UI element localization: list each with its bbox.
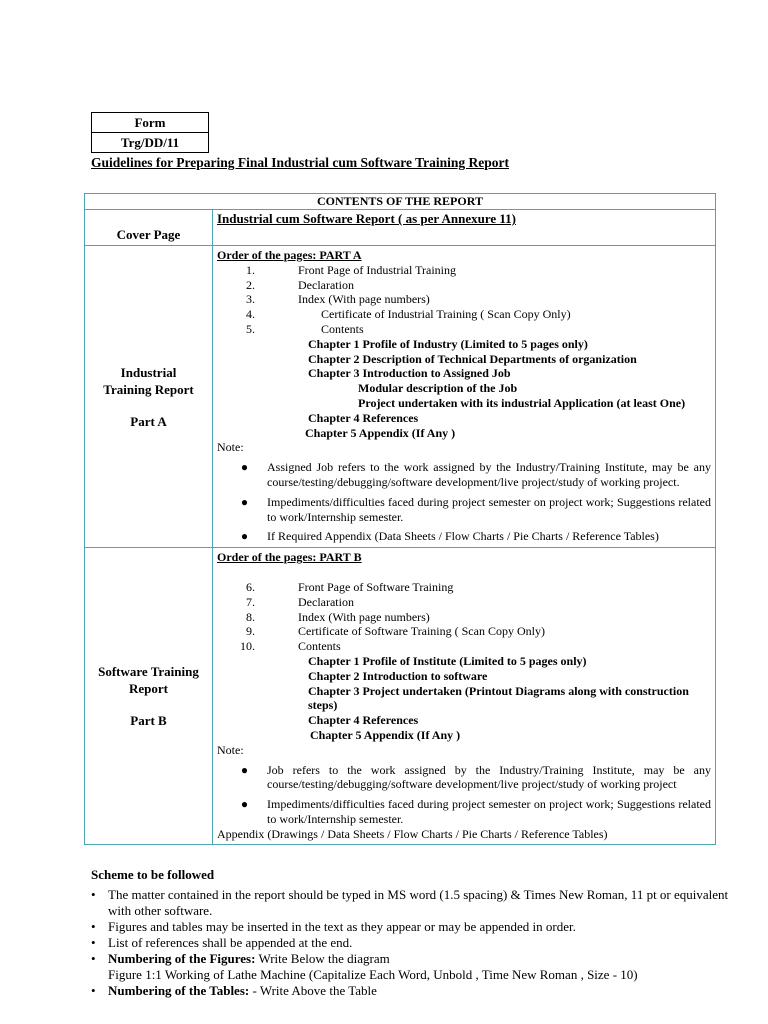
part-a-line1: Industrial (120, 364, 177, 380)
list-item-text: Front Page of Software Training (298, 579, 454, 594)
scheme-item-1-text: The matter contained in the report should be typed in MS word (1.5 spacing) & Times New Roman, 11 pt or equivalent with other software. (108, 887, 729, 918)
partA-list-item (217, 263, 711, 278)
scheme-item-5 (91, 983, 731, 999)
list-item-text: Contents (321, 321, 364, 336)
list-item-text: Certificate of Software Training ( Scan Copy Only) (298, 624, 545, 639)
bullet-icon: ● (240, 762, 249, 777)
list-item-text: Certificate of Industrial Training ( Scan Copy Only) (321, 307, 571, 322)
list-item-number: 7. (246, 594, 255, 609)
cover-page-cell (213, 210, 716, 246)
scheme-item-4-example (91, 967, 731, 983)
bullet-icon: • (91, 919, 96, 934)
list-item-number: 3. (246, 292, 255, 307)
figure-example-text: Figure 1:1 Working of Lathe Machine (Capitalize Each Word, Unbold , Time New Roman , Size - 10) (108, 967, 638, 982)
part-b-list (217, 580, 711, 654)
list-item-text: Front Page of Industrial Training (298, 262, 456, 277)
part-a-chapter-3a: Modular description of the Job (358, 381, 518, 396)
list-item-text: Declaration (298, 594, 354, 609)
bullet-icon: ● (240, 494, 249, 509)
part-b-notes-list (217, 763, 711, 827)
scheme-item-4 (91, 951, 731, 967)
partB-list-item (217, 639, 711, 654)
note-bullet-text: Assigned Job refers to the work assigned by the Industry/Training Institute, may be any course/testing/debugging/software development/live project/study of working project. (267, 460, 711, 489)
form-code: Trg/DD/11 (92, 133, 209, 153)
partB-list-item (217, 610, 711, 625)
partA-note-bullet (217, 495, 711, 525)
part-b-note: Note: (217, 742, 244, 757)
part-b-line2: Report (129, 681, 168, 697)
list-item-number: 8. (246, 609, 255, 624)
partB-list-item (217, 595, 711, 610)
note-bullet-text: If Required Appendix (Data Sheets / Flow Charts / Pie Charts / Reference Tables) (267, 529, 659, 544)
bullet-icon: ● (240, 529, 249, 544)
partB-list-item (217, 580, 711, 595)
part-b-appendix: Appendix (Drawings / Data Sheets / Flow Charts / Pie Charts / Reference Tables) (217, 826, 608, 841)
partA-note-bullet (217, 529, 711, 544)
figures-numbering-text: Write Below the diagram (255, 951, 390, 966)
scheme-title: Scheme to be followed (91, 867, 215, 882)
part-b-line1: Software Training (98, 664, 199, 680)
part-b-label (85, 548, 213, 845)
partB-note-bullet (217, 797, 711, 827)
scheme-item-1 (91, 887, 731, 919)
part-a-chapter-5: Chapter 5 Appendix (If Any ) (305, 425, 456, 440)
part-a-order-heading: Order of the pages: PART A (217, 248, 362, 262)
part-a-note: Note: (217, 440, 244, 455)
document-title: Guidelines for Preparing Final Industrial cum Software Training Report (91, 155, 510, 170)
scheme-item-2 (91, 919, 731, 935)
bullet-icon: • (91, 983, 96, 998)
part-a-notes-list (217, 460, 711, 544)
list-item-text: Declaration (298, 277, 354, 292)
scheme-item-2-text: Figures and tables may be inserted in the text as they appear or may be appended in order. (108, 919, 576, 934)
list-item-number: 5. (246, 321, 255, 336)
part-a-content (213, 246, 716, 548)
bullet-icon: ● (240, 460, 249, 475)
part-a-chapter-3b: Project undertaken with its industrial Application (at least One) (358, 395, 686, 410)
note-bullet-text: Impediments/difficulties faced during project semester on project work; Suggestions related to work/Internship semester. (267, 494, 711, 524)
part-b-chapter-3: Chapter 3 Project undertaken (Printout Diagrams along with construction steps) (308, 683, 689, 713)
cover-page-label (85, 210, 213, 246)
part-a-chapter-1: Chapter 1 Profile of Industry (Limited to 5 pages only) (308, 336, 588, 351)
list-item-number: 2. (246, 277, 255, 292)
form-label: Form (92, 113, 209, 133)
part-a-line3: Part A (130, 413, 167, 429)
part-b-line3: Part B (130, 713, 167, 729)
part-a-line2: Training Report (103, 381, 194, 397)
partA-list-item (217, 278, 711, 293)
part-a-chapter-2: Chapter 2 Description of Technical Departments of organization (308, 351, 637, 366)
part-b-chapter-4: Chapter 4 References (308, 713, 419, 728)
part-a-label (85, 246, 213, 548)
scheme-list (91, 887, 731, 999)
list-item-text: Index (With page numbers) (298, 292, 430, 307)
part-a-chapter-4: Chapter 4 References (308, 410, 419, 425)
part-b-chapter-1: Chapter 1 Profile of Institute (Limited to 5 pages only) (308, 653, 587, 668)
note-bullet-text: Job refers to the work assigned by the Industry/Training Institute, may be any course/testing/debugging/software development/live project/study of working project (267, 762, 711, 792)
list-item-text: Contents (298, 639, 341, 654)
part-b-chapter-2: Chapter 2 Introduction to software (308, 668, 488, 683)
list-item-number: 9. (246, 624, 255, 639)
scheme-item-3-text: List of references shall be appended at the end. (108, 935, 353, 950)
bullet-icon: • (91, 887, 96, 902)
part-b-order-heading: Order of the pages: PART B (217, 550, 362, 565)
list-item-text: Index (With page numbers) (298, 609, 430, 624)
note-bullet-text: Impediments/difficulties faced during project semester on project work; Suggestions related to work/Internship semester. (267, 797, 711, 826)
list-item-number: 4. (246, 307, 255, 322)
tables-numbering-label: Numbering of the Tables: (108, 983, 250, 998)
scheme-item-3 (91, 935, 731, 951)
cover-page-text: Cover Page (116, 227, 181, 242)
partB-note-bullet (217, 763, 711, 793)
partA-list-item (217, 307, 711, 322)
partA-list-item (217, 292, 711, 307)
cover-report-title: Industrial cum Software Report ( as per Annexure 11) (217, 211, 516, 226)
bullet-icon: • (91, 935, 96, 950)
partB-list-item (217, 624, 711, 639)
tables-numbering-text: - Write Above the Table (249, 983, 377, 998)
contents-table (84, 193, 716, 845)
form-box (91, 112, 209, 153)
figures-numbering-label: Numbering of the Figures: (108, 951, 256, 966)
list-item-number: 1. (246, 262, 255, 277)
part-a-chapter-3: Chapter 3 Introduction to Assigned Job (308, 366, 511, 381)
part-b-content (213, 548, 716, 845)
part-b-chapter-5: Chapter 5 Appendix (If Any ) (310, 727, 461, 742)
bullet-icon: ● (240, 797, 249, 812)
part-a-list (217, 263, 711, 337)
bullet-icon: • (91, 951, 96, 966)
contents-header: CONTENTS OF THE REPORT (85, 194, 716, 210)
partA-note-bullet (217, 460, 711, 490)
partA-list-item (217, 322, 711, 337)
list-item-number: 10. (240, 639, 255, 654)
list-item-number: 6. (246, 579, 255, 594)
